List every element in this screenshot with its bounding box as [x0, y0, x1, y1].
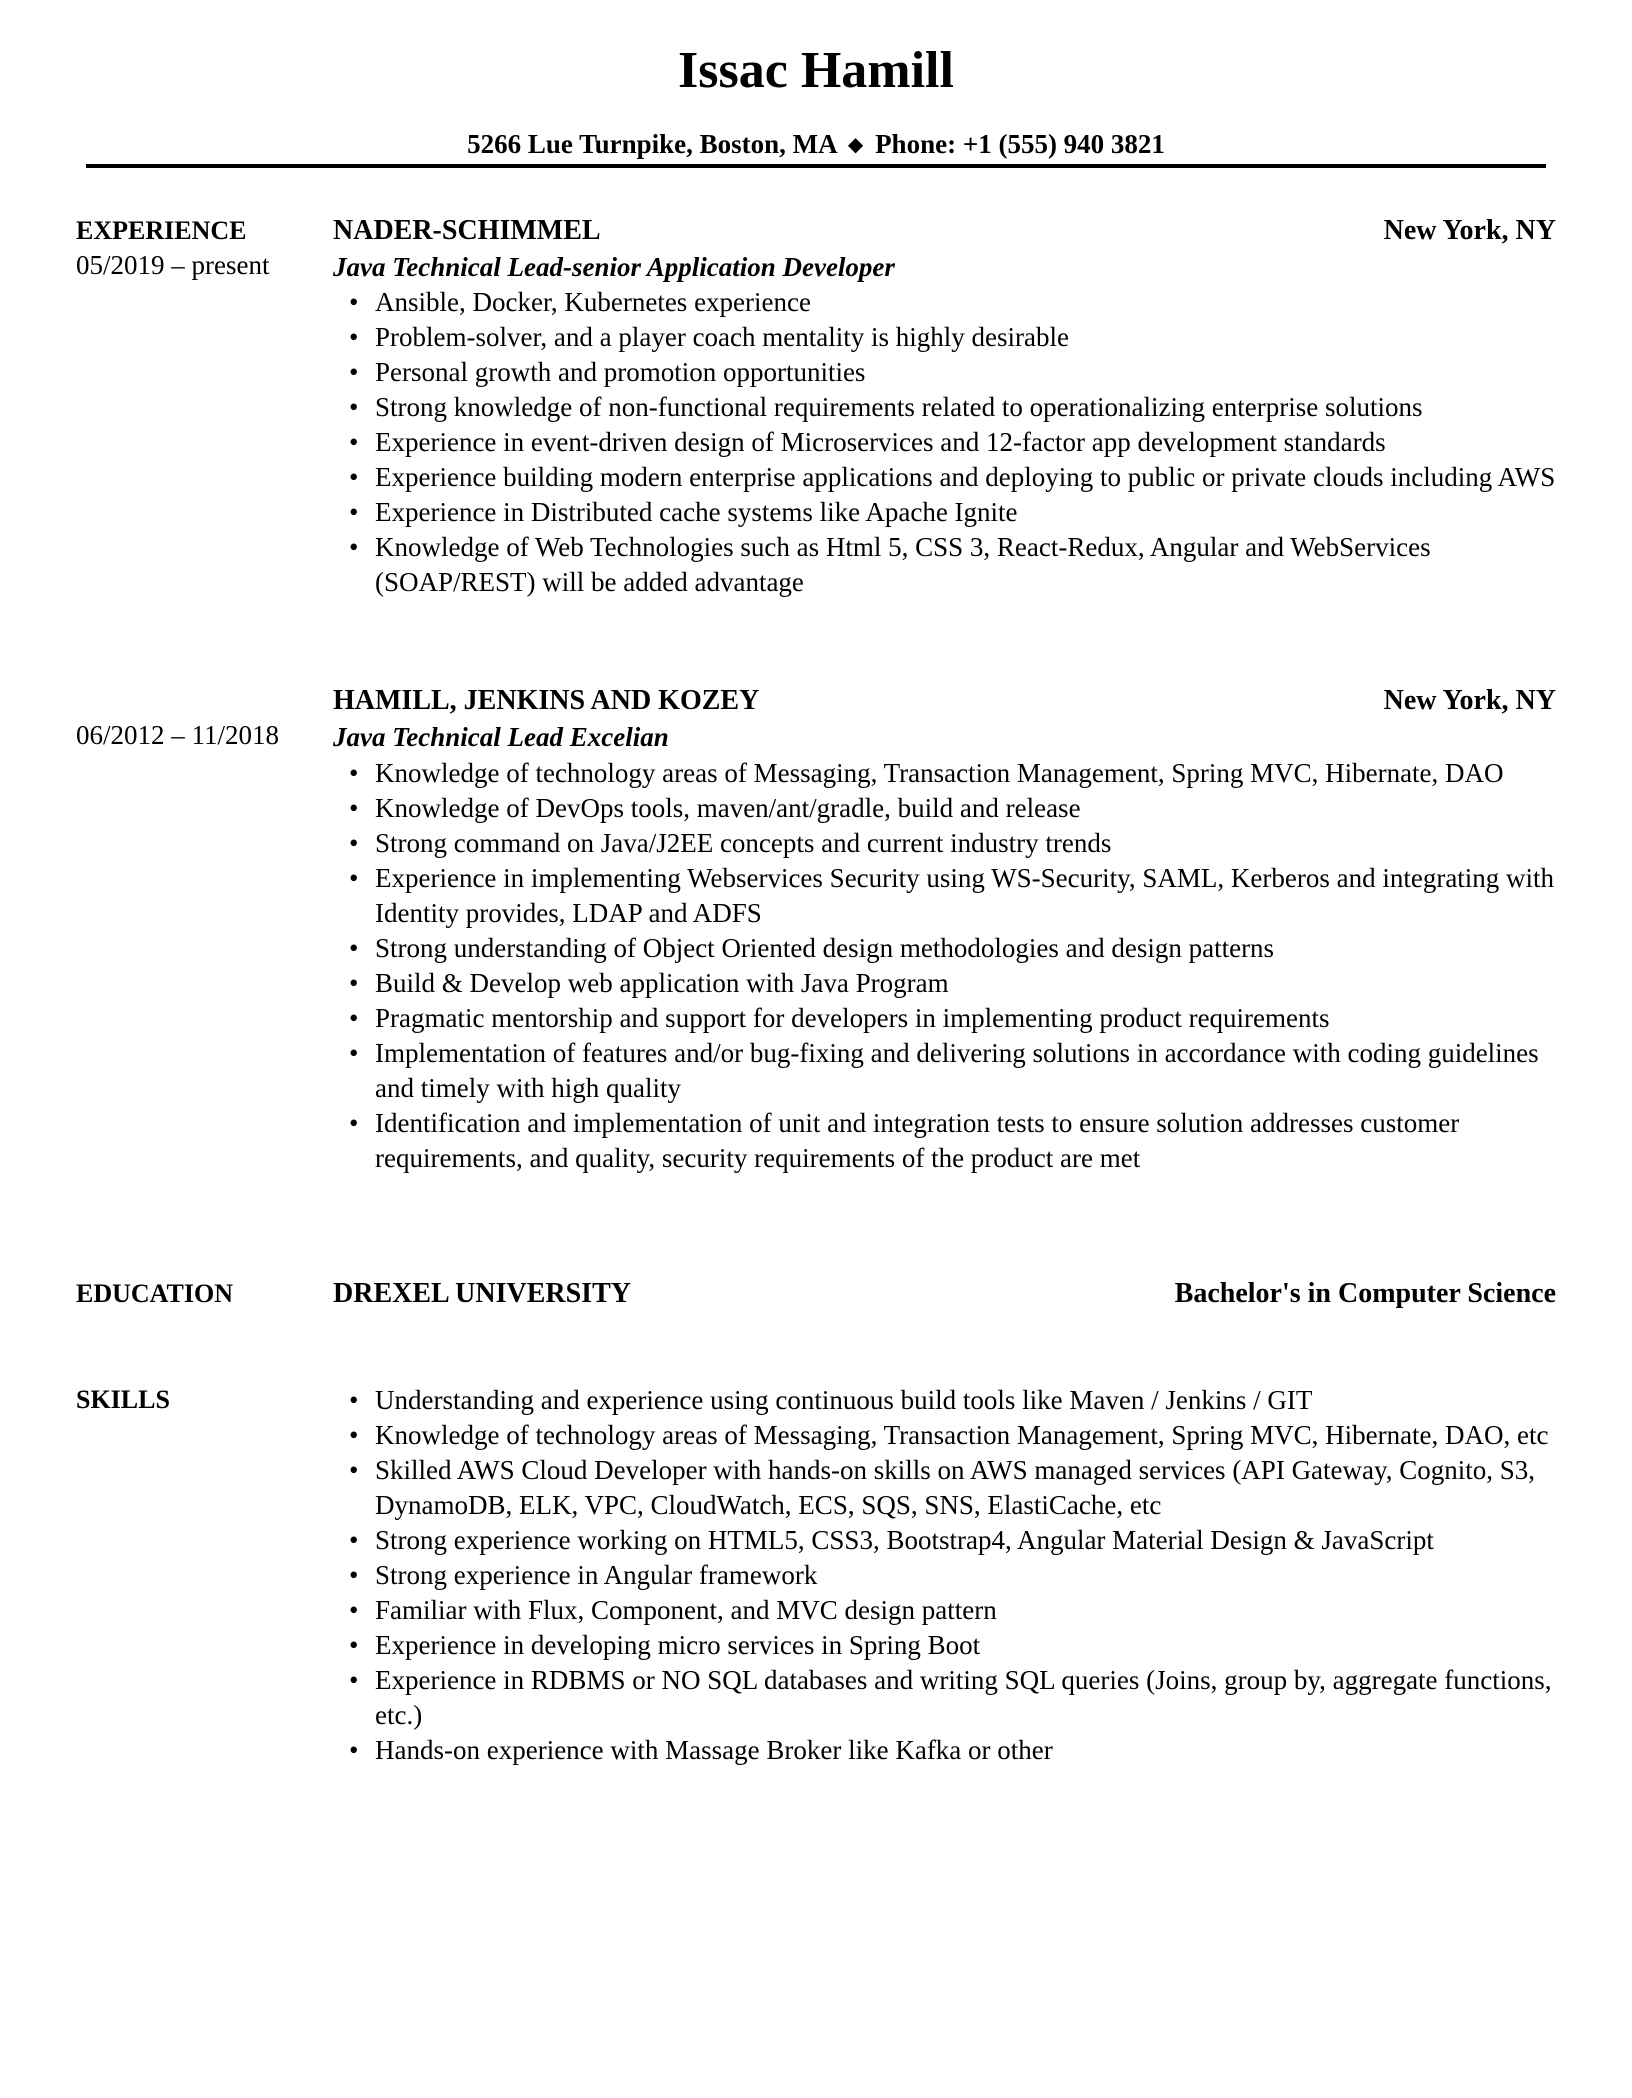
- section-label-experience: EXPERIENCE: [76, 216, 247, 245]
- list-item: • Experience in implementing Webservices Security using WS-Security, SAML, Kerberos and integrating with Identity provides, LDAP and ADFS: [375, 861, 1575, 931]
- job-company: NADER-SCHIMMEL: [333, 215, 601, 246]
- list-item: • Build & Develop web application with Java Program: [375, 966, 1575, 1001]
- list-item: • Knowledge of Web Technologies such as Html 5, CSS 3, React-Redux, Angular and WebServices (SOAP/REST) will be added advantage: [375, 530, 1575, 600]
- phone: Phone: +1 (555) 940 3821: [875, 129, 1165, 159]
- section-label-skills: SKILLS: [76, 1385, 170, 1414]
- job-title: Java Technical Lead Excelian: [333, 722, 669, 752]
- contact-line: [0, 124, 1632, 167]
- list-item: • Understanding and experience using continuous build tools like Maven / Jenkins / GIT: [375, 1383, 1575, 1418]
- list-item: • Knowledge of technology areas of Messaging, Transaction Management, Spring MVC, Hibernate, DAO, etc: [375, 1418, 1575, 1453]
- job-title: Java Technical Lead-senior Application Developer: [333, 252, 895, 282]
- job-bullets: [348, 285, 1575, 600]
- list-item: • Experience building modern enterprise applications and deploying to public or private clouds including AWS: [375, 460, 1575, 495]
- list-item: • Identification and implementation of unit and integration tests to ensure solution addresses customer requirements, and quality, security requirements of the product are met: [375, 1106, 1575, 1176]
- list-item: • Strong command on Java/J2EE concepts and current industry trends: [375, 826, 1575, 861]
- list-item: • Pragmatic mentorship and support for developers in implementing product requirements: [375, 1001, 1575, 1036]
- job-location: New York, NY: [1383, 685, 1556, 716]
- resume-name: Issac Hamill: [678, 42, 954, 99]
- job-company: HAMILL, JENKINS AND KOZEY: [333, 685, 760, 716]
- list-item: • Problem-solver, and a player coach mentality is highly desirable: [375, 320, 1575, 355]
- list-item: • Experience in event-driven design of Microservices and 12-factor app development standards: [375, 425, 1575, 460]
- list-item: • Hands-on experience with Massage Broker like Kafka or other: [375, 1733, 1575, 1768]
- list-item: • Ansible, Docker, Kubernetes experience: [375, 285, 1575, 320]
- job-dates: 06/2012 – 11/2018: [76, 720, 280, 750]
- education-school: DREXEL UNIVERSITY: [333, 1278, 631, 1309]
- list-item: • Knowledge of DevOps tools, maven/ant/gradle, build and release: [375, 791, 1575, 826]
- list-item: • Strong knowledge of non-functional requirements related to operationalizing enterprise solutions: [375, 390, 1575, 425]
- job-location: New York, NY: [1383, 215, 1556, 246]
- list-item: • Experience in Distributed cache systems like Apache Ignite: [375, 495, 1575, 530]
- list-item: • Strong experience in Angular framework: [375, 1558, 1575, 1593]
- list-item: • Familiar with Flux, Component, and MVC design pattern: [375, 1593, 1575, 1628]
- job-dates: 05/2019 – present: [76, 250, 270, 280]
- skills-list: [348, 1383, 1575, 1768]
- list-item: • Experience in developing micro services in Spring Boot: [375, 1628, 1575, 1663]
- list-item: • Experience in RDBMS or NO SQL databases and writing SQL queries (Joins, group by, aggregate functions, etc.): [375, 1663, 1575, 1733]
- diamond-separator-icon: ◆: [847, 134, 864, 156]
- list-item: • Strong understanding of Object Oriented design methodologies and design patterns: [375, 931, 1575, 966]
- header-divider: [86, 164, 1546, 168]
- list-item: • Personal growth and promotion opportunities: [375, 355, 1575, 390]
- section-label-education: EDUCATION: [76, 1279, 233, 1308]
- list-item: • Knowledge of technology areas of Messaging, Transaction Management, Spring MVC, Hibernate, DAO: [375, 756, 1575, 791]
- education-degree: Bachelor's in Computer Science: [1174, 1278, 1556, 1309]
- list-item: • Skilled AWS Cloud Developer with hands-on skills on AWS managed services (API Gateway, Cognito, S3, DynamoDB, ELK, VPC, CloudWatch, ECS, SQS, SNS, ElastiCache, etc: [375, 1453, 1575, 1523]
- list-item: • Strong experience working on HTML5, CSS3, Bootstrap4, Angular Material Design & JavaScript: [375, 1523, 1575, 1558]
- job-bullets: [348, 756, 1575, 1176]
- address: 5266 Lue Turnpike, Boston, MA: [467, 129, 837, 159]
- list-item: • Implementation of features and/or bug-fixing and delivering solutions in accordance with coding guidelines and timely with high quality: [375, 1036, 1575, 1106]
